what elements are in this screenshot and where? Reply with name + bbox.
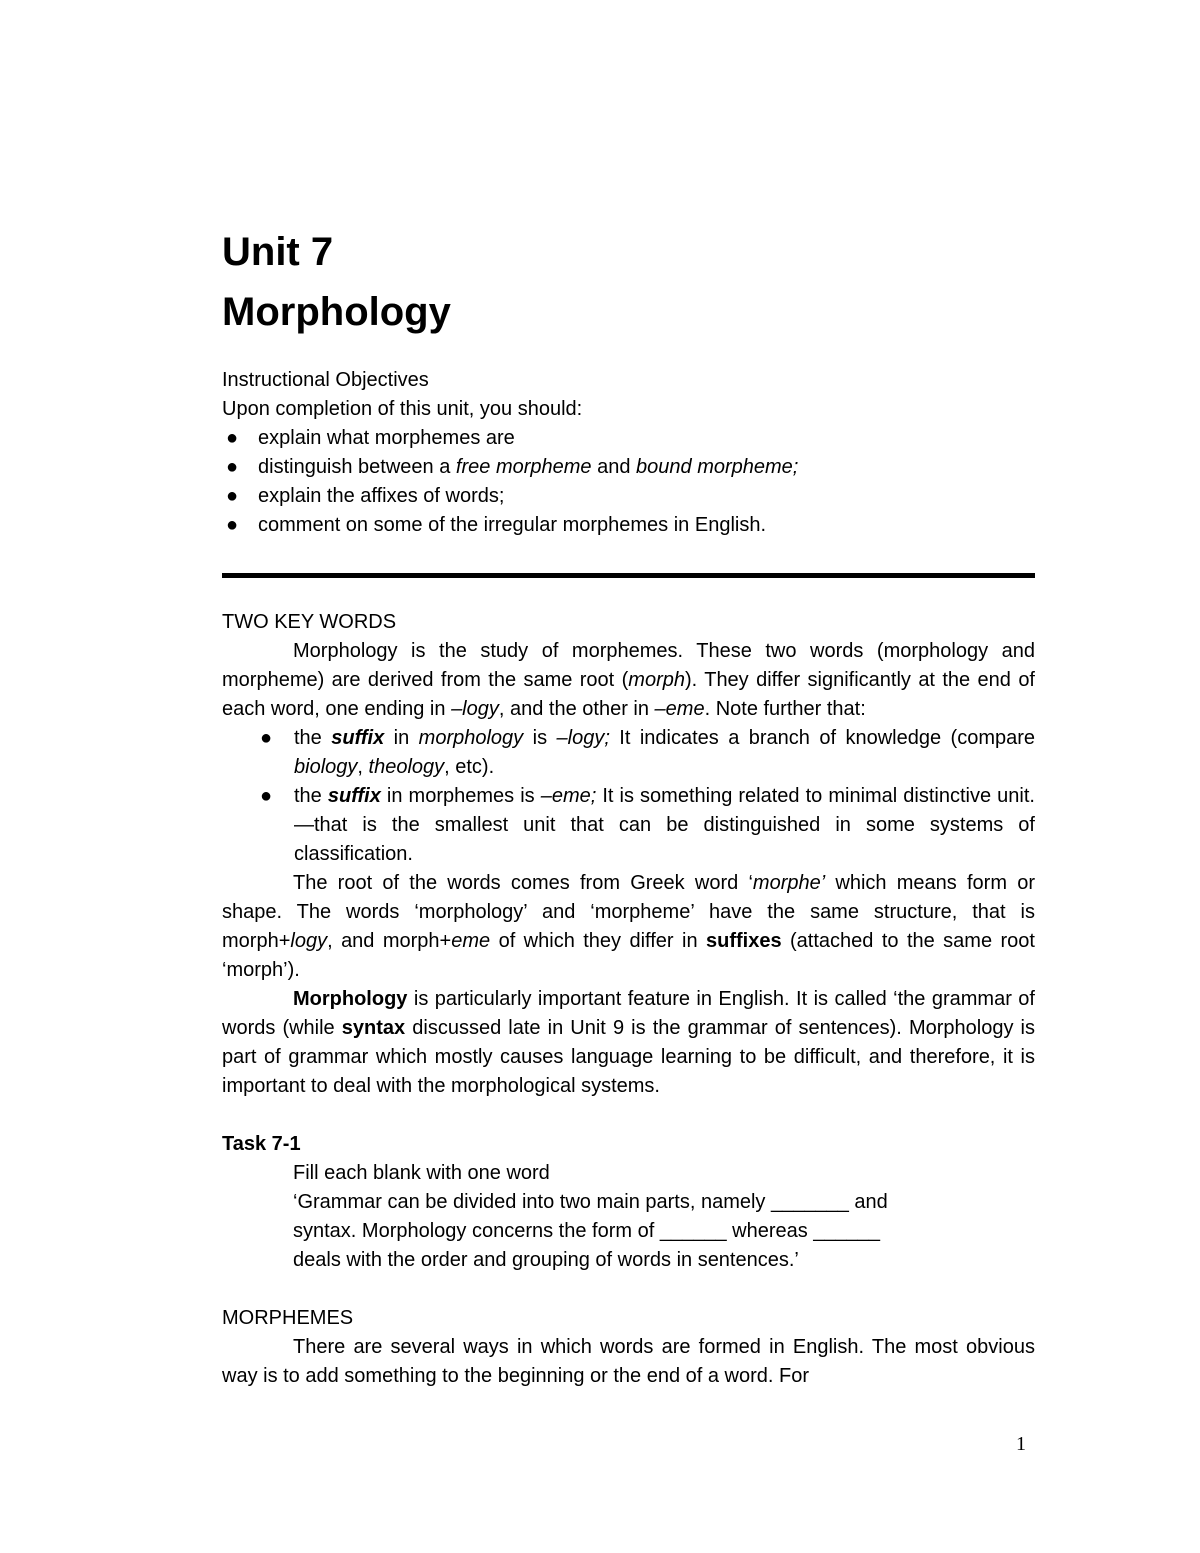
key-words-item: ● the suffix in morphology is –logy; It indicates a branch of knowledge (compare biology, theology, etc).: [256, 724, 1035, 782]
bullet-icon: ●: [259, 785, 273, 807]
task-section: [222, 1130, 1035, 1275]
key-words-list: [222, 724, 1035, 869]
objectives-heading: Instructional Objectives: [222, 369, 429, 391]
unit-number-title: Unit 7: [222, 230, 334, 274]
objectives-list: [222, 424, 1035, 540]
task-title: Task 7-1: [222, 1133, 301, 1155]
bullet-icon: ●: [259, 727, 273, 749]
key-words-item: ● the suffix in morphemes is –eme; It is something related to minimal distinctive unit.—that is the smallest unit that can be distinguished in some systems of classification.: [256, 782, 1035, 869]
morphemes-heading: MORPHEMES: [222, 1307, 354, 1329]
main-content: [222, 608, 1035, 1391]
bullet-icon: ●: [225, 514, 239, 536]
section-spacer: [222, 1275, 1035, 1304]
objective-item: ● distinguish between a free morpheme and bound morpheme;: [222, 453, 1035, 482]
unit-topic-title: Morphology: [222, 290, 451, 334]
task-line: ‘Grammar can be divided into two main parts, namely _______ and: [293, 1191, 888, 1213]
objectives-intro: Upon completion of this unit, you should:: [222, 398, 583, 420]
task-line: syntax. Morphology concerns the form of ______ whereas ______: [293, 1220, 881, 1242]
section-divider: [222, 573, 1035, 578]
key-words-heading: TWO KEY WORDS: [222, 611, 397, 633]
task-body: [222, 1159, 1035, 1275]
key-words-paragraph-1: Morphology is the study of morphemes. These two words (morphology and morpheme) are derived from the same root (morph). They differ significantly at the end of each word, one ending in –logy, and the other in –eme. Note further that:: [222, 640, 1035, 720]
objective-item: ● comment on some of the irregular morphemes in English.: [222, 511, 1035, 540]
bullet-icon: ●: [225, 427, 239, 449]
bullet-icon: ●: [225, 456, 239, 478]
objective-item: ● explain the affixes of words;: [222, 482, 1035, 511]
bullet-icon: ●: [225, 485, 239, 507]
objectives-section: [222, 366, 1035, 540]
task-line: deals with the order and grouping of words in sentences.’: [293, 1249, 799, 1271]
morphemes-paragraph-1: There are several ways in which words are formed in English. The most obvious way is to add something to the beginning or the end of a word. For: [222, 1336, 1035, 1387]
term-free-morpheme: free morpheme: [455, 456, 592, 478]
term-bound-morpheme: bound morpheme;: [636, 456, 799, 478]
key-words-paragraph-2: The root of the words comes from Greek word ‘morphe’ which means form or shape. The words ‘morphology’ and ‘morpheme’ have the same structure, that is morph+logy, and morph+eme of which they differ in suffixes (attached to the same root ‘morph’).: [222, 872, 1035, 981]
key-words-paragraph-3: Morphology is particularly important feature in English. It is called ‘the grammar of words (while syntax discussed late in Unit 9 is the grammar of sentences). Morphology is part of grammar which mostly causes language learning to be difficult, and therefore, it is important to deal with the morphological systems.: [222, 988, 1035, 1097]
objective-item: ● explain what morphemes are: [222, 424, 1035, 453]
task-instruction: Fill each blank with one word: [293, 1162, 550, 1184]
page-number: 1: [1016, 1433, 1026, 1455]
